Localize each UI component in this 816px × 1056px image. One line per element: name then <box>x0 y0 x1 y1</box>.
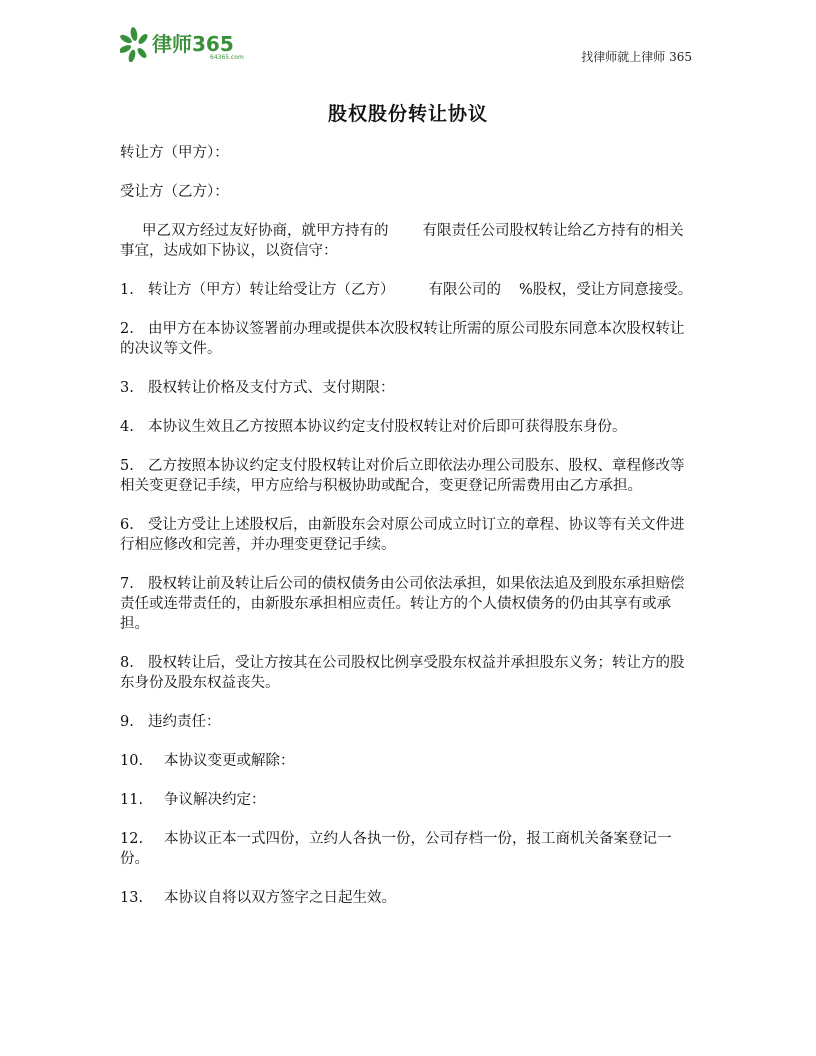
leaf-emblem-icon <box>120 27 149 62</box>
lawyer365-logo <box>120 26 260 62</box>
clause-10 <box>120 751 696 771</box>
clause-number: 8. <box>120 655 134 671</box>
transferor-line: 转让方（甲方）： <box>120 145 229 161</box>
clause-text: 争议解决约定： <box>164 792 266 808</box>
clause-11 <box>120 790 696 810</box>
clause-text: 股权转让后，受让方按其在公司股权比例享受股东权益并承担股东义务；转让方的股东身份及股东权益丧失。 <box>120 655 685 691</box>
clause-text: 受让方受让上述股权后，由新股东会对原公司成立时订立的章程、协议等有关文件进行相应修改和完善，并办理变更登记手续。 <box>120 517 685 553</box>
clause-text: 股权转让价格及支付方式、支付期限： <box>148 380 395 396</box>
clause-3 <box>120 378 696 398</box>
clause-text: 股权转让前及转让后公司的债权债务由公司依法承担，如果依法追及到股东承担赔偿责任或连带责任的，由新股东承担相应责任。转让方的个人债权债务的仍由其享有或承担。 <box>120 576 685 632</box>
clause-number: 4. <box>120 419 134 435</box>
intro-part-a: 甲乙双方经过友好协商，就甲方持有的 <box>142 223 389 239</box>
clause-number: 1. <box>120 282 134 298</box>
transferee-line: 受让方（乙方）： <box>120 184 229 200</box>
clause-text: 本协议生效且乙方按照本协议约定支付股权转让对价后即可获得股东身份。 <box>148 419 627 435</box>
header-tagline: 找律师就上律师 365 <box>581 50 692 64</box>
clause-number: 9. <box>120 714 134 730</box>
intro-paragraph <box>120 221 696 261</box>
clause-number: 2. <box>120 321 134 337</box>
logo-text: 律师365 <box>152 32 234 56</box>
clause-text-a: 转让方（甲方）转让给受让方（乙方） <box>148 282 395 298</box>
clause-5 <box>120 456 696 496</box>
clause-number: 7. <box>120 576 134 592</box>
clause-number: 12. <box>120 831 144 847</box>
clause-text: 由甲方在本协议签署前办理或提供本次股权转让所需的原公司股东同意本次股权转让的决议等文件。 <box>120 321 685 357</box>
clause-number: 3. <box>120 380 134 396</box>
clause-8 <box>120 653 696 693</box>
clause-text: 本协议自将以双方签字之日起生效。 <box>164 890 396 906</box>
logo-subtext: 64365.com <box>210 54 244 61</box>
intro-part-b: 有限责任公司股权转让给乙方持有的相关事宜，达成如下协议，以资信守： <box>120 223 684 259</box>
clause-text: 违约责任： <box>148 714 221 730</box>
clause-number: 5. <box>120 458 134 474</box>
document-title: 股权股份转让协议 <box>327 103 488 125</box>
clause-number: 10. <box>120 753 144 769</box>
clause-number: 11. <box>120 792 144 808</box>
clause-2 <box>120 319 696 359</box>
clause-4 <box>120 417 696 437</box>
clause-7 <box>120 574 696 634</box>
clause-1 <box>120 280 696 300</box>
clause-9 <box>120 712 696 732</box>
clause-12 <box>120 829 696 869</box>
clause-13 <box>120 888 696 908</box>
clause-number: 6. <box>120 517 134 533</box>
clause-text-b: 有限公司的 <box>428 282 501 298</box>
clause-6 <box>120 515 696 555</box>
document-body <box>120 143 696 927</box>
clause-text: 本协议正本一式四份，立约人各执一份，公司存档一份，报工商机关备案登记一份。 <box>120 831 672 867</box>
clause-text: 本协议变更或解除： <box>164 753 295 769</box>
clause-text: 乙方按照本协议约定支付股权转让对价后立即依法办理公司股东、股权、章程修改等相关变更登记手续，甲方应给与积极协助或配合，变更登记所需费用由乙方承担。 <box>120 458 685 494</box>
clause-text-c: %股权，受让方同意接受。 <box>519 282 693 298</box>
clause-number: 13. <box>120 890 144 906</box>
